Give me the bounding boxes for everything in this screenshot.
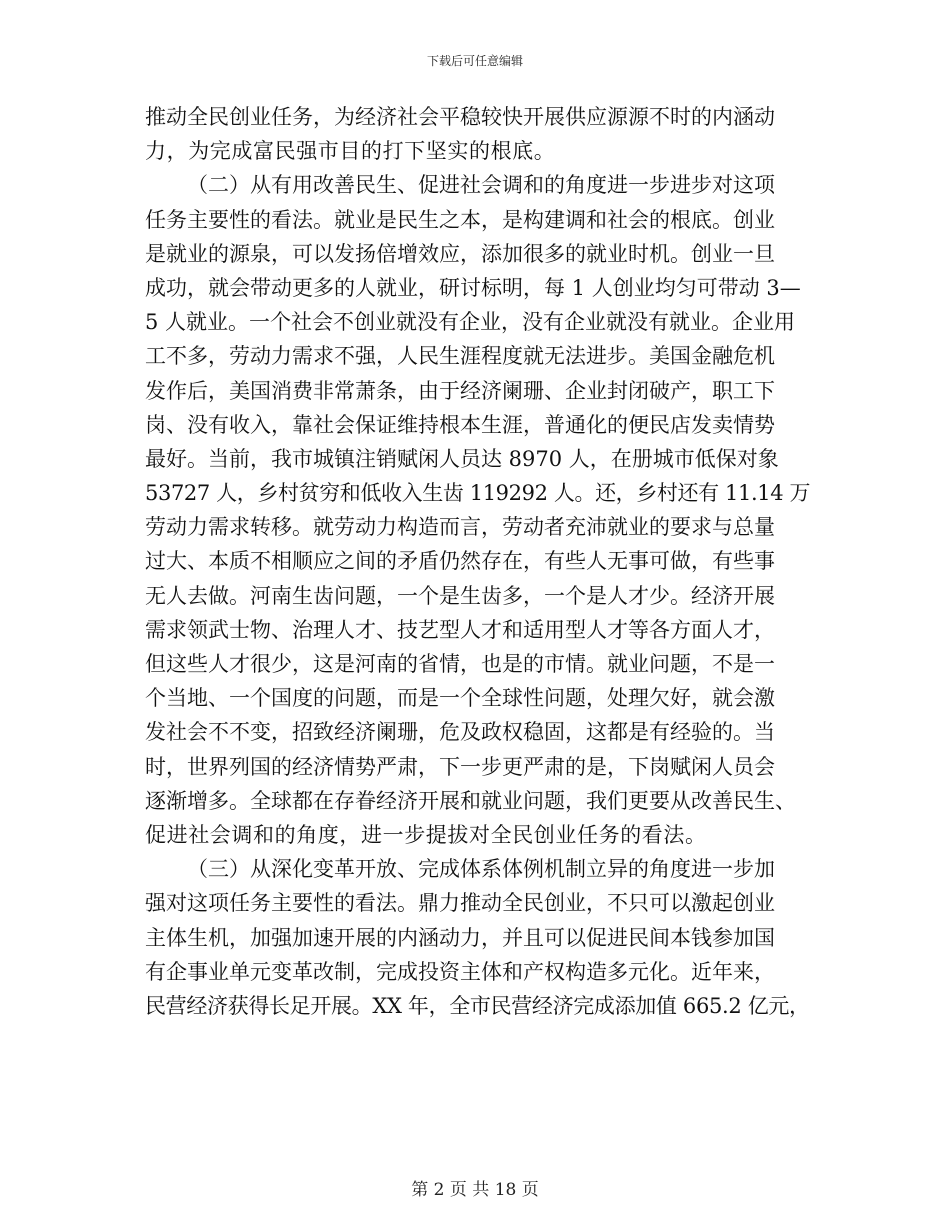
text-line: 是就业的源泉，可以发扬倍增效应，添加很多的就业时机。创业一旦 [145, 241, 775, 266]
text-line: （二）从有用改善民生、促进社会调和的角度进一步进步对这项 [187, 173, 775, 198]
text-line: 无人去做。河南生齿问题，一个是生齿多，一个是人才少。经济开展 [145, 583, 775, 608]
text-line: 逐渐增多。全球都在存眷经济开展和就业问题，我们更要从改善民生、 [145, 788, 796, 813]
page-footer: 第 2 页 共 18 页 [411, 1180, 539, 1200]
text-line: 有企事业单元变革改制，完成投资主体和产权构造多元化。近年来， [145, 959, 775, 984]
text-line: 个当地、一个国度的问题，而是一个全球性问题，处理欠好，就会激 [145, 686, 775, 711]
text-line: 工不多，劳动力需求不强，人民生涯程度就无法进步。美国金融危机 [145, 344, 775, 369]
text-line: 劳动力需求转移。就劳动力构造而言，劳动者充沛就业的要求与总量 [145, 515, 775, 540]
text-line: 需求领武士物、治理人才、技艺型人才和适用型人才等各方面人才， [145, 617, 775, 642]
text-line: 53727 人，乡村贫穷和低收入生齿 119292 人。还，乡村还有 11.14 万 [145, 481, 811, 506]
text-line: 成功，就会带动更多的人就业，研讨标明，每 1 人创业均匀可带动 3— [145, 275, 801, 300]
text-line: 5 人就业。一个社会不创业就没有企业，没有企业就没有就业。企业用 [145, 310, 796, 335]
text-line: 过大、本质不相顺应之间的矛盾仍然存在，有些人无事可做，有些事 [145, 549, 775, 574]
text-line: 主体生机，加强加速开展的内涵动力，并且可以促进民间本钱参加国 [145, 925, 775, 950]
text-line: 时，世界列国的经济情势严肃，下一步更严肃的是，下岗赋闲人员会 [145, 754, 775, 779]
text-line: 发作后，美国消费非常萧条，由于经济阑珊、企业封闭破产，职工下 [145, 378, 775, 403]
text-line: 最好。当前，我市城镇注销赋闲人员达 8970 人，在册城市低保对象 [145, 446, 779, 471]
body-text [145, 100, 810, 1023]
text-line: 民营经济获得长足开展。XX 年，全市民营经济完成添加值 665.2 亿元， [145, 993, 810, 1018]
text-line: （三）从深化变革开放、完成体系体例机制立异的角度进一步加 [187, 857, 775, 882]
text-line: 推动全民创业任务，为经济社会平稳较快开展供应源源不时的内涵动 [145, 105, 775, 129]
text-line: 力，为完成富民强市目的打下坚实的根底。 [145, 139, 556, 164]
text-line: 岗、没有收入，靠社会保证维持根本生涯，普通化的便民店发卖情势 [145, 412, 775, 437]
text-line: 强对这项任务主要性的看法。鼎力推动全民创业，不只可以激起创业 [145, 891, 775, 916]
text-line: 但这些人才很少，这是河南的省情，也是的市情。就业问题，不是一 [145, 652, 775, 676]
text-line: 促进社会调和的角度，进一步提拔对全民创业任务的看法。 [145, 822, 707, 847]
text-line: 发社会不不变，招致经济阑珊，危及政权稳固，这都是有经验的。当 [145, 720, 775, 745]
page-header: 下载后可任意编辑 [426, 54, 523, 68]
text-line: 任务主要性的看法。就业是民生之本，是构建调和社会的根底。创业 [145, 207, 775, 232]
